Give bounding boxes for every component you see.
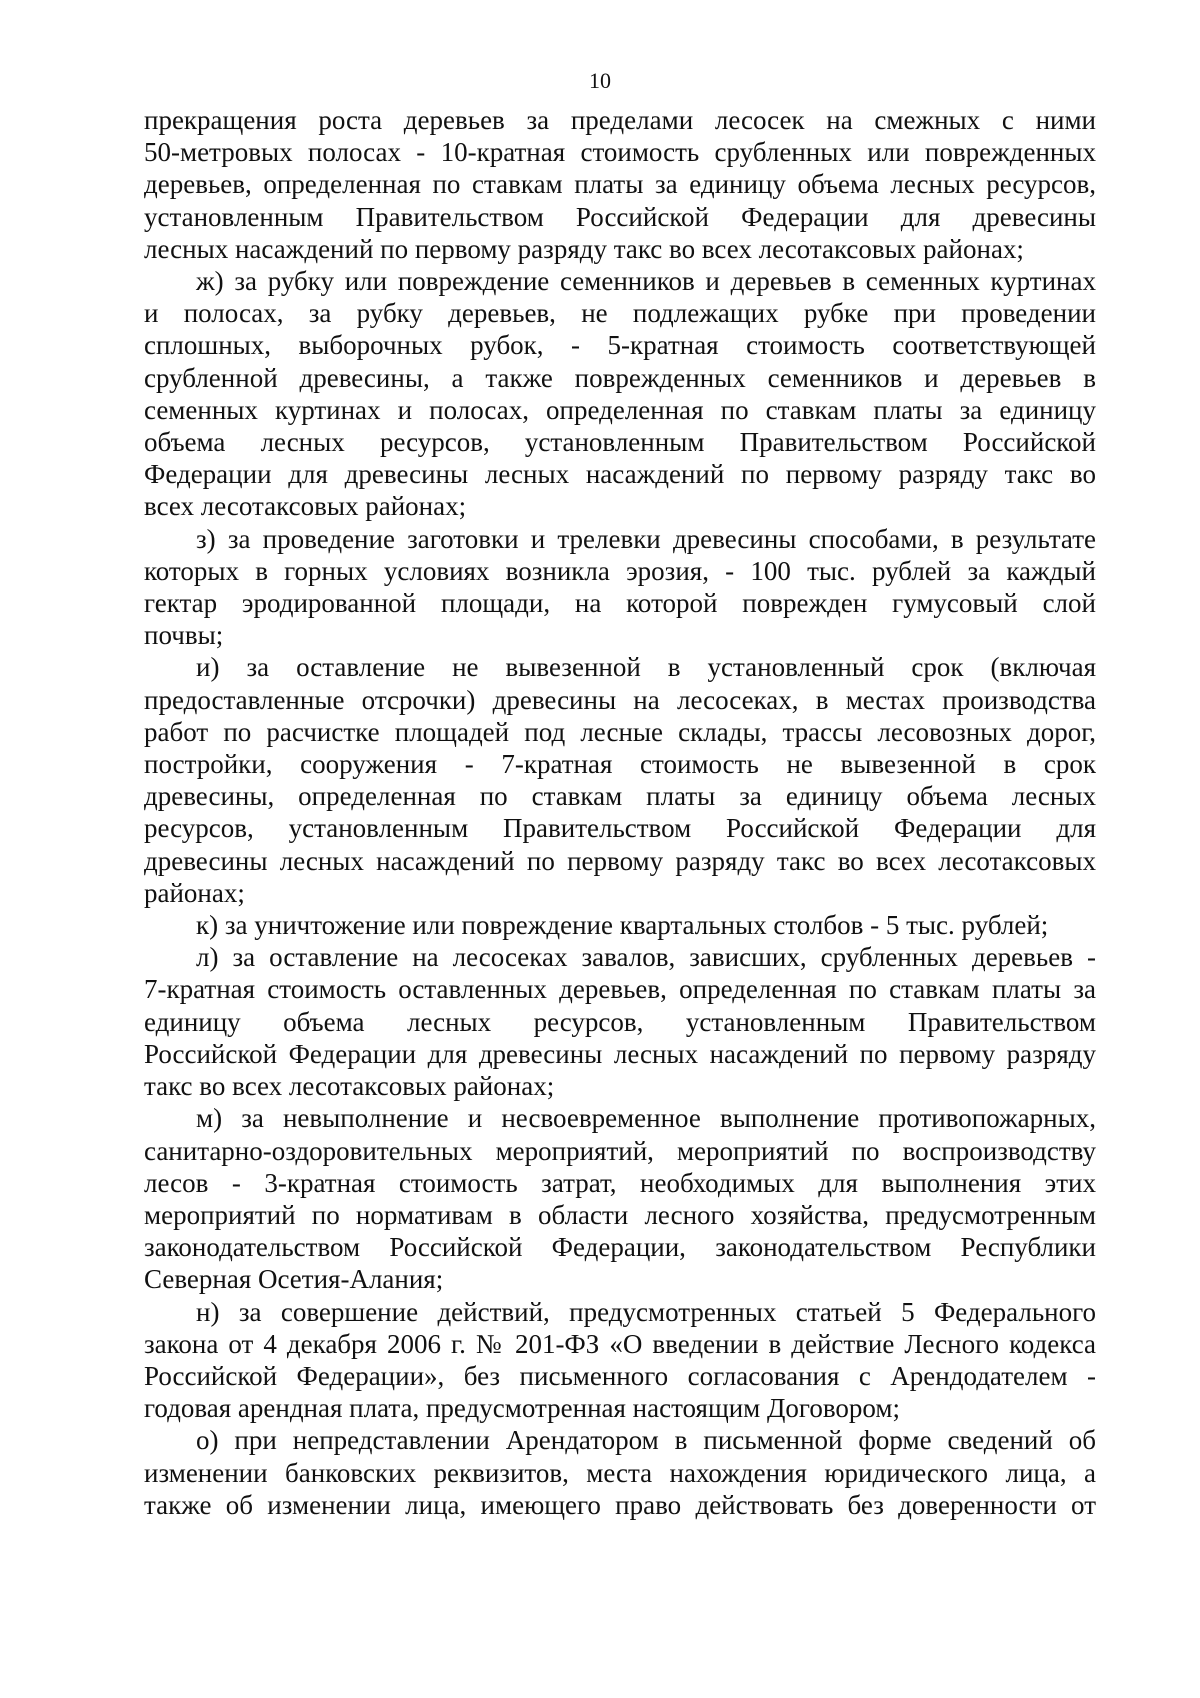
text-line: которых в горных условиях возникла эрозия, - 100 тыс. рублей за каждый [144,555,1096,586]
text-line: годовая арендная плата, предусмотренная настоящим Договором; [144,1393,900,1424]
text-line: также об изменении лица, имеющего право действовать без доверенности от [144,1489,1096,1520]
paragraph-l [144,941,1096,1102]
text-line: и) за оставление не вывезенной в установленный срок (включая [196,652,1096,683]
text-line: древесины лесных насаждений по первому разряду такс во всех лесотаксовых [144,845,1096,876]
paragraph-m [144,1102,1096,1295]
text-line: законодательством Российской Федерации, законодательством Республики [144,1232,1096,1263]
text-line: мероприятий по нормативам в области лесного хозяйства, предусмотренным [144,1199,1096,1230]
text-line: единицу объема лесных ресурсов, установленным Правительством [144,1006,1096,1037]
text-line: Федерации для древесины лесных насаждений по первому разряду такс во [144,459,1096,490]
document-body [144,104,1096,1521]
paragraph-z [144,523,1096,652]
text-line: лесных насаждений по первому разряду такс во всех лесотаксовых районах; [144,233,1024,264]
text-line: и полосах, за рубку деревьев, не подлежащих рубке при проведении [144,298,1096,329]
text-line: такс во всех лесотаксовых районах; [144,1071,555,1102]
paragraph-i [144,651,1096,909]
text-line: всех лесотаксовых районах; [144,491,467,522]
paragraph-k [144,909,1096,941]
text-line: 50-метровых полосах - 10-кратная стоимость срубленных или поврежденных [144,137,1096,168]
text-line: гектар эродированной площади, на которой поврежден гумусовый слой [144,588,1096,619]
text-line: закона от 4 декабря 2006 г. № 201-ФЗ «О введении в действие Лесного кодекса [144,1328,1096,1359]
page-number: 10 [589,68,611,93]
text-line: семенных куртинах и полосах, определенная по ставкам платы за единицу [144,394,1096,425]
text-line: н) за совершение действий, предусмотренных статьей 5 Федерального [196,1296,1096,1327]
text-line: районах; [144,877,245,908]
text-line: 7-кратная стоимость оставленных деревьев, определенная по ставкам платы за [144,974,1096,1005]
text-line: з) за проведение заготовки и трелевки древесины способами, в результате [196,523,1096,554]
text-line: работ по расчистке площадей под лесные склады, трассы лесовозных дорог, [144,716,1096,747]
text-line: к) за уничтожение или повреждение квартальных столбов - 5 тыс. рублей; [196,910,1049,941]
text-line: санитарно-оздоровительных мероприятий, мероприятий по воспроизводству [144,1135,1096,1166]
text-line: почвы; [144,620,224,651]
text-line: ж) за рубку или повреждение семенников и деревьев в семенных куртинах [196,266,1096,297]
paragraph-o [144,1424,1096,1521]
text-line: сплошных, выборочных рубок, - 5-кратная стоимость соответствующей [144,330,1096,361]
paragraph-n [144,1296,1096,1425]
text-line: Российской Федерации», без письменного согласования с Арендодателем - [144,1360,1096,1391]
text-line: деревьев, определенная по ставкам платы за единицу объема лесных ресурсов, [144,169,1096,200]
text-line: объема лесных ресурсов, установленным Правительством Российской [144,427,1096,458]
text-line: постройки, сооружения - 7-кратная стоимость не вывезенной в срок [144,749,1096,780]
text-line: ресурсов, установленным Правительством Российской Федерации для [144,813,1096,844]
text-line: срубленной древесины, а также поврежденных семенников и деревьев в [144,362,1096,393]
paragraph-zh [144,265,1096,523]
text-line: предоставленные отсрочки) древесины на лесосеках, в местах производства [144,684,1096,715]
text-line: лесов - 3-кратная стоимость затрат, необходимых для выполнения этих [144,1167,1096,1198]
text-line: изменении банковских реквизитов, места нахождения юридического лица, а [144,1457,1096,1488]
text-line: о) при непредставлении Арендатором в письменной форме сведений об [196,1425,1096,1456]
text-line: Северная Осетия-Алания; [144,1264,444,1295]
text-line: древесины, определенная по ставкам платы за единицу объема лесных [144,781,1096,812]
paragraph-cont [144,104,1096,265]
text-line: м) за невыполнение и несвоевременное выполнение противопожарных, [196,1103,1096,1134]
text-line: Российской Федерации для древесины лесных насаждений по первому разряду [144,1038,1096,1069]
text-line: прекращения роста деревьев за пределами лесосек на смежных с ними [144,105,1096,135]
text-line: установленным Правительством Российской Федерации для древесины [144,201,1096,232]
text-line: л) за оставление на лесосеках завалов, зависших, срубленных деревьев - [196,942,1096,973]
